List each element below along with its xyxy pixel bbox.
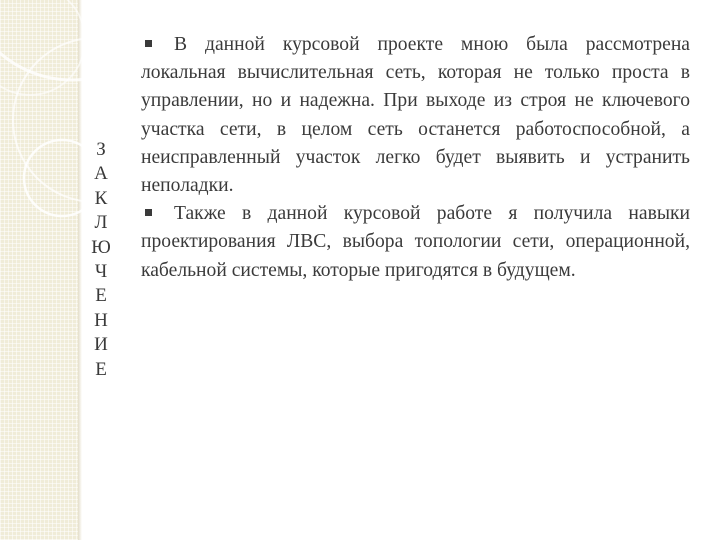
paragraph-conclusion — [141, 31, 690, 200]
paragraph-skills — [141, 200, 690, 285]
title-letter: Е — [95, 285, 107, 307]
square-bullet-icon — [145, 40, 152, 47]
vertical-title — [86, 138, 116, 382]
title-letter: Л — [94, 212, 108, 234]
body-content — [141, 31, 690, 285]
title-letter: А — [94, 163, 108, 185]
title-letter: Ч — [94, 260, 108, 282]
paragraph-text: Также в данной курсовой работе я получила навыки проектирования ЛВС, выбора топологии сети, операционной, кабельной системы, которые пригодятся в будущем. — [141, 203, 690, 281]
paragraph-text: В данной курсовой проекте мною была рассмотрена локальная вычислительная сеть, которая не только проста в управлении, но и надежна. При выходе из строя не ключевого участка сети, в целом сеть останется работоспособной, а неисправленный участок легко будет выявить и устранить неполадки. — [141, 34, 690, 197]
title-letter: Е — [95, 358, 107, 380]
title-letter: Ю — [91, 236, 111, 258]
square-bullet-icon — [145, 209, 152, 216]
title-letter: К — [94, 187, 108, 209]
title-letter: Н — [94, 309, 108, 331]
title-letter: З — [96, 139, 106, 160]
title-letter: И — [94, 334, 108, 356]
